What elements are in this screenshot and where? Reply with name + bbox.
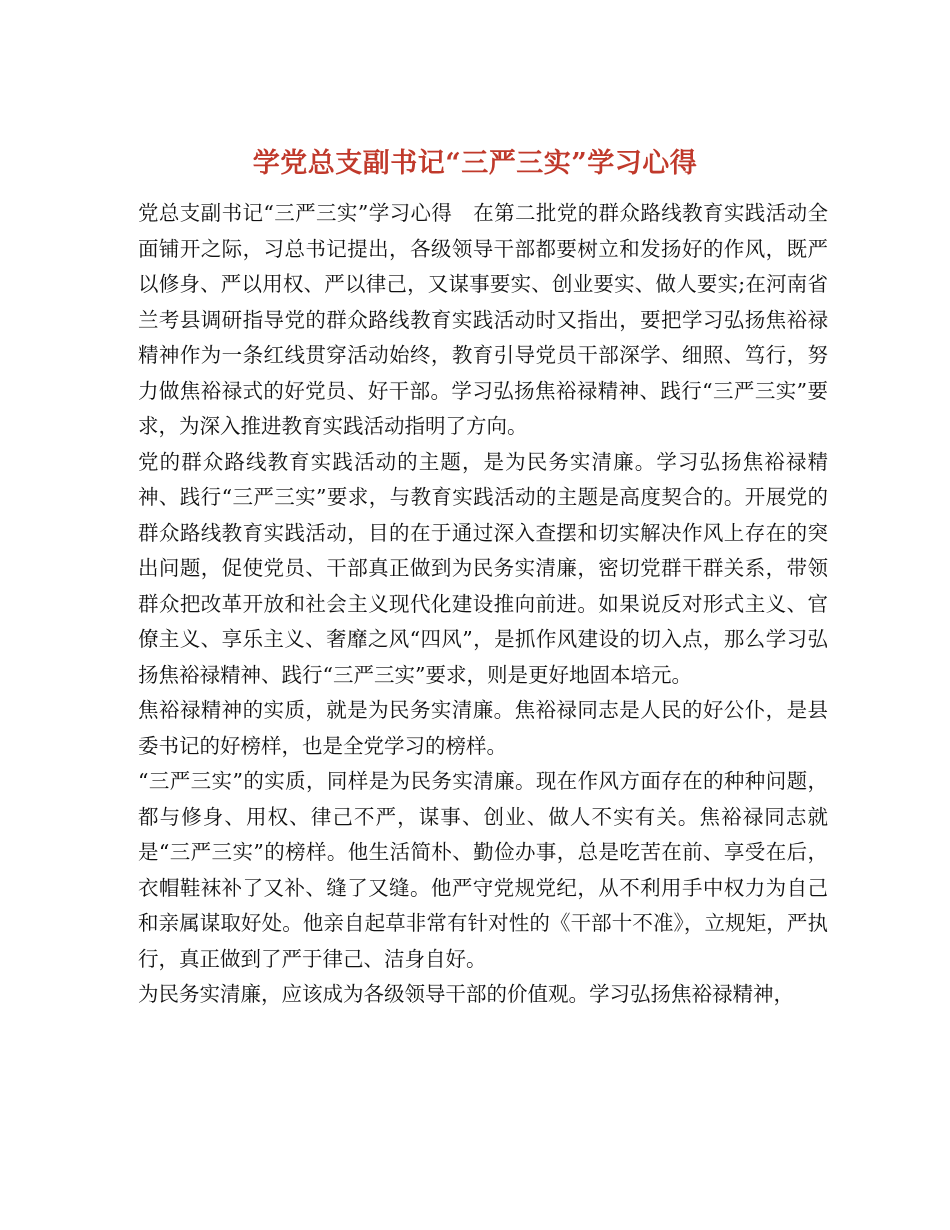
paragraph-3: 焦裕禄精神的实质，就是为民务实清廉。焦裕禄同志是人民的好公仆，是县委书记的好榜样，也是全党学习的榜样。 [138,698,828,758]
paragraph-5: 为民务实清廉，应该成为各级领导干部的价值观。学习弘扬焦裕禄精神， [138,982,794,1006]
paragraph-1: 党总支副书记“三严三实”学习心得 在第二批党的群众路线教育实践活动全面铺开之际，习总书记提出，各级领导干部都要树立和发扬好的作风，既严以修身、严以用权、严以律己，又谋事要实、创业要实、做人要实;在河南省兰考县调研指导党的群众路线教育实践活动时又指出，要把学习弘扬焦裕禄精神作为一条红线贯穿活动始终，教育引导党员干部深学、细照、笃行，努力做焦裕禄式的好党员、好干部。学习弘扬焦裕禄精神、践行“三严三实”要求，为深入推进教育实践活动指明了方向。 [138,201,828,438]
paragraph-2: 党的群众路线教育实践活动的主题，是为民务实清廉。学习弘扬焦裕禄精神、践行“三严三实”要求，与教育实践活动的主题是高度契合的。开展党的群众路线教育实践活动，目的在于通过深入查摆和切实解决作风上存在的突出问题，促使党员、干部真正做到为民务实清廉，密切党群干群关系，带领群众把改革开放和社会主义现代化建设推向前进。如果说反对形式主义、官僚主义、享乐主义、奢靡之风“四风”，是抓作风建设的切入点，那么学习弘扬焦裕禄精神、践行“三严三实”要求，则是更好地固本培元。 [138,449,828,687]
document-title: 学党总支副书记“三严三实”学习心得 [252,148,698,180]
paragraph-4: “三严三实”的实质，同样是为民务实清廉。现在作风方面存在的种种问题，都与修身、用权、律己不严，谋事、创业、做人不实有关。焦裕禄同志就是“三严三实”的榜样。他生活简朴、勤俭办事，总是吃苦在前、享受在后，衣帽鞋袜补了又补、缝了又缝。他严守党规党纪，从不利用手中权力为自己和亲属谋取好处。他亲自起草非常有针对性的《干部十不准》，立规矩，严执行，真正做到了严于律己、洁身自好。 [138,769,828,971]
document-body [138,196,828,1013]
